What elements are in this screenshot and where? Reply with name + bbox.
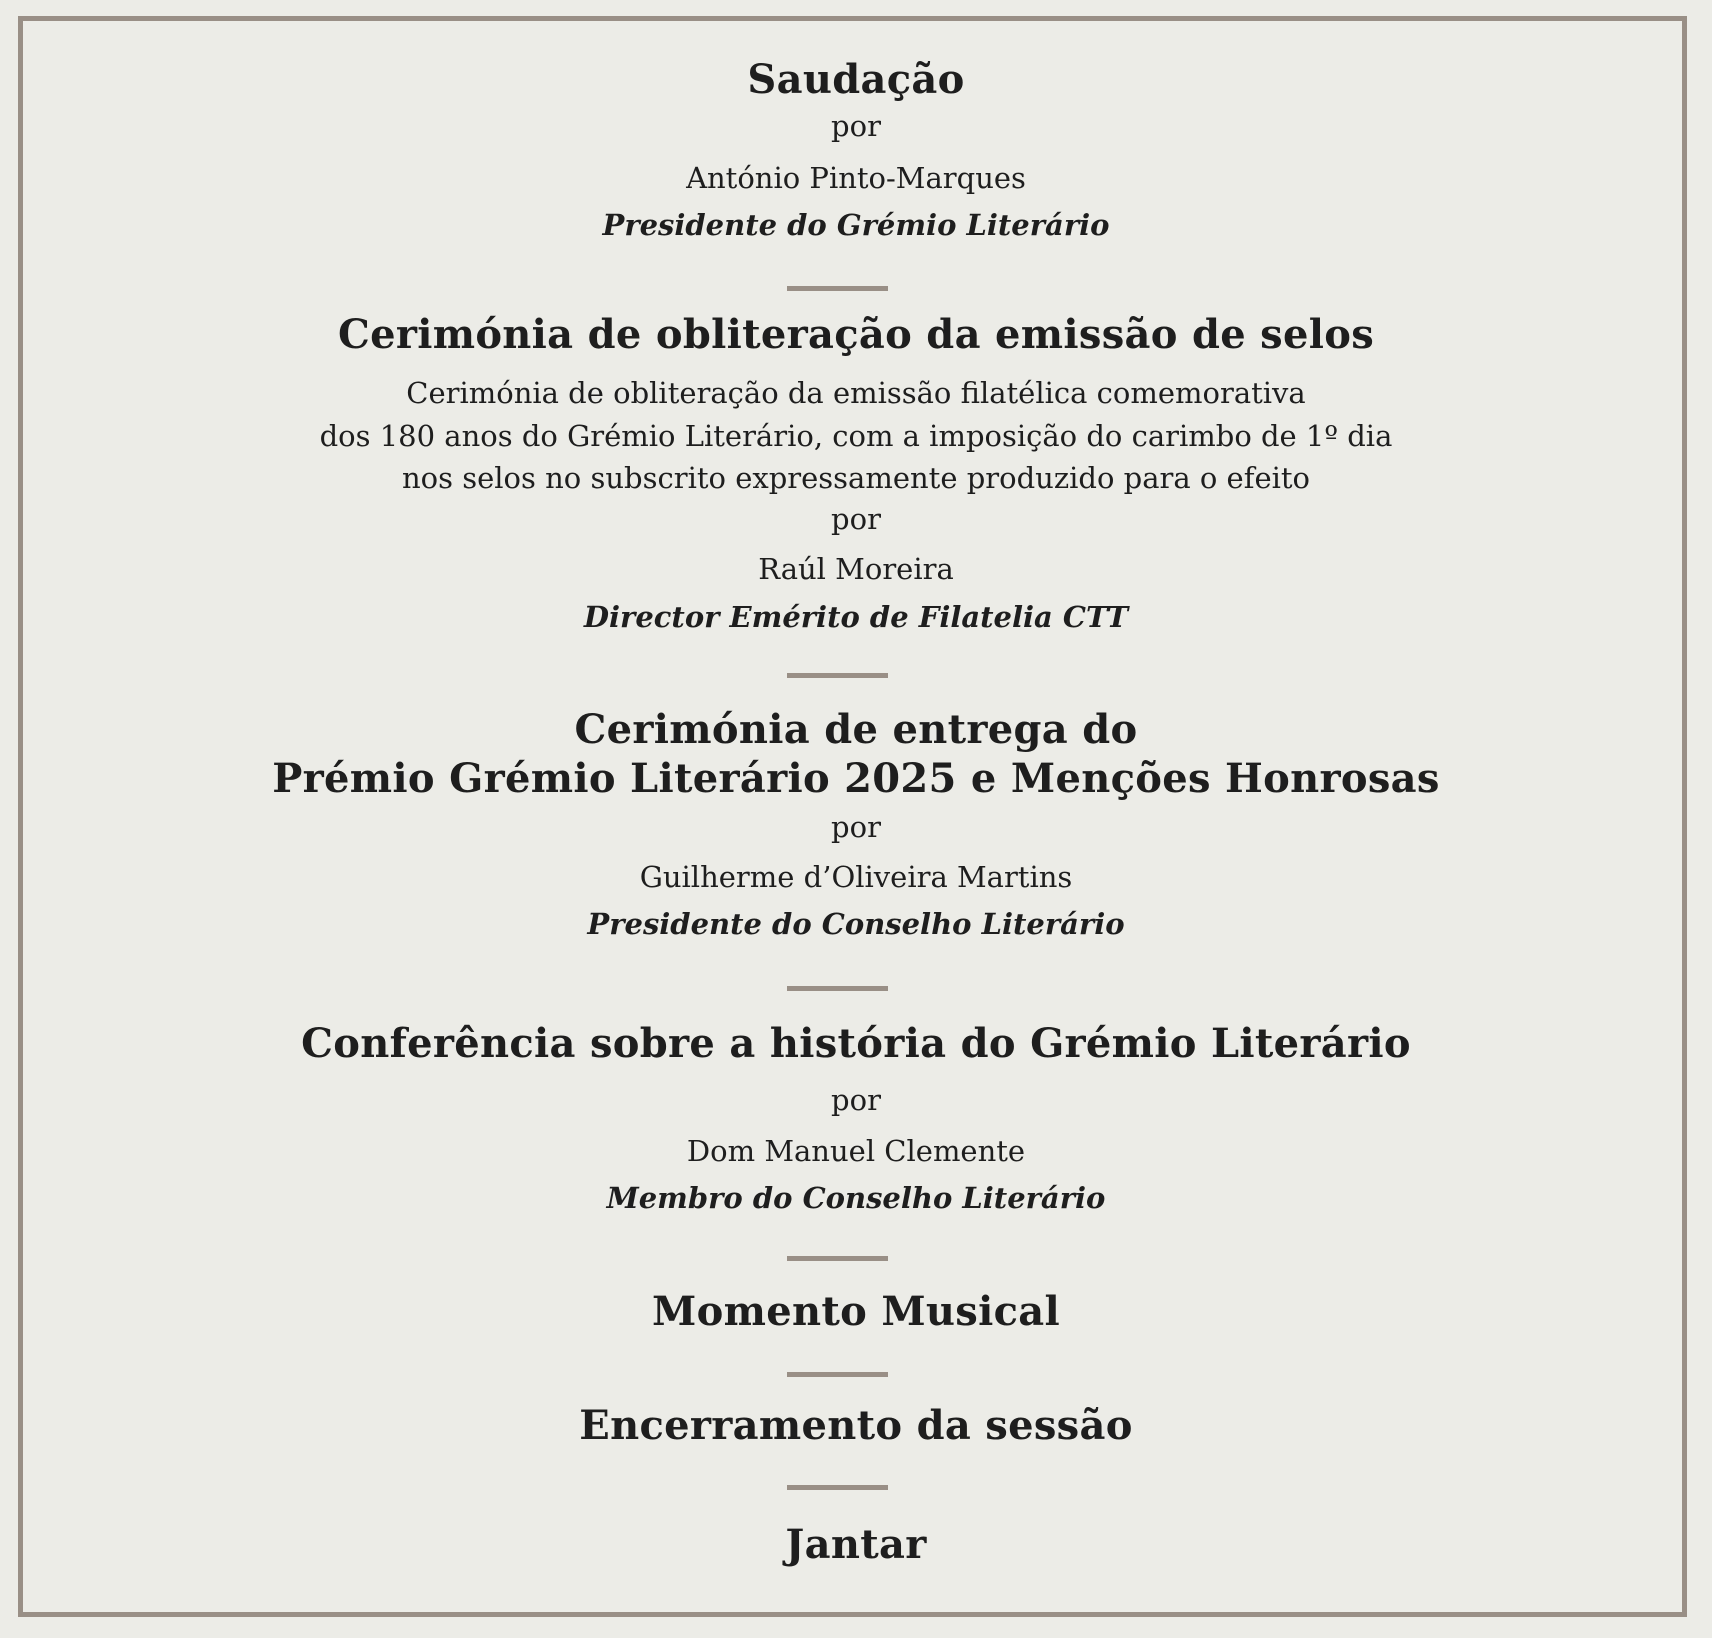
- section-divider: [787, 673, 888, 678]
- section-divider: [787, 1372, 888, 1377]
- item-description-line: nos selos no subscrito expressamente produzido para o efeito: [402, 461, 1310, 495]
- speaker-role: Director Emérito de Filatelia CTT: [583, 600, 1129, 634]
- section-divider: [787, 1256, 888, 1261]
- speaker-name: António Pinto-Marques: [686, 161, 1026, 195]
- speaker-role: Presidente do Conselho Literário: [587, 907, 1125, 941]
- item-title-jantar: Jantar: [785, 1521, 927, 1568]
- section-divider: [787, 986, 888, 991]
- speaker-name: Guilherme d’Oliveira Martins: [639, 860, 1073, 894]
- item-by: por: [831, 502, 881, 536]
- item-description-line: dos 180 anos do Grémio Literário, com a imposição do carimbo de 1º dia: [319, 419, 1393, 453]
- item-by: por: [831, 109, 881, 143]
- speaker-name: Raúl Moreira: [758, 552, 954, 586]
- speaker-role: Membro do Conselho Literário: [606, 1181, 1106, 1215]
- item-title-premio-line1: Cerimónia de entrega do: [574, 706, 1138, 753]
- speaker-name: Dom Manuel Clemente: [686, 1134, 1026, 1168]
- section-divider: [787, 286, 888, 291]
- item-title-conferencia: Conferência sobre a história do Grémio Literário: [301, 1020, 1411, 1067]
- item-by: por: [831, 810, 881, 844]
- item-title-encerramento: Encerramento da sessão: [579, 1402, 1133, 1449]
- item-title-saudacao: Saudação: [747, 56, 965, 103]
- section-divider: [787, 1485, 888, 1490]
- item-by: por: [831, 1083, 881, 1117]
- item-title-premio-line2: Prémio Grémio Literário 2025 e Menções Honrosas: [272, 755, 1440, 802]
- item-title-momento-musical: Momento Musical: [652, 1288, 1060, 1335]
- item-description-line: Cerimónia de obliteração da emissão filatélica comemorativa: [406, 376, 1306, 410]
- speaker-role: Presidente do Grémio Literário: [602, 208, 1110, 242]
- item-title-obliteracao: Cerimónia de obliteração da emissão de selos: [337, 311, 1375, 358]
